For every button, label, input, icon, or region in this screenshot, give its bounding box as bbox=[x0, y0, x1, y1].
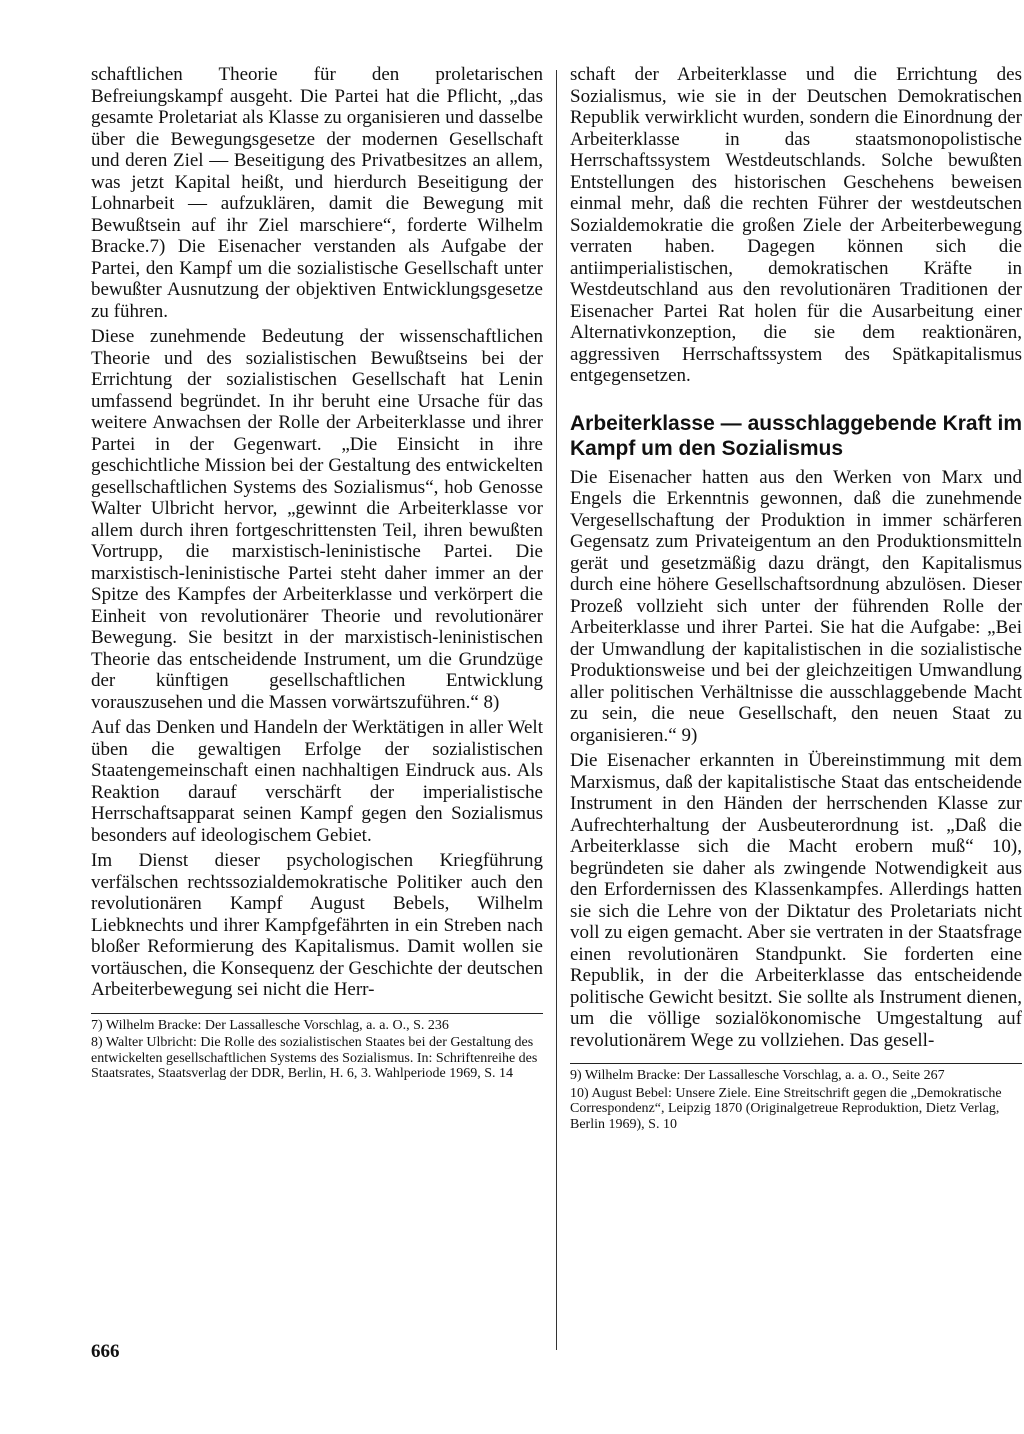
footnote-8: 8) Walter Ulbricht: Die Rolle des sozialistischen Staates bei der Gestaltung des entwickelten gesellschaftlichen Systems des Sozialismus. In: Schriftenreihe des Staatsrates, Staatsverlag der DDR, Berlin, H. 6, 3. Wahlperiode 1969, S. 14 bbox=[91, 1035, 538, 1081]
right-column bbox=[570, 64, 1022, 1134]
right-body bbox=[570, 64, 1022, 1051]
page-number: 666 bbox=[91, 1341, 120, 1362]
right-paragraph-1: schaft der Arbeiterklasse und die Errichtung des Sozialismus, wie sie in der Deutschen Demokratischen Republik verwirklicht wurden, sondern die Einordnung der Arbeiterklasse in das staatsmonopolistische Herrschaftssystem Westdeutschlands. Solche bewußten Entstellungen des historischen Geschehens beweisen einmal mehr, daß die rechten Führer der westdeutschen Sozialdemokratie die großen Ziele der Arbeiterbewegung verraten haben. Dagegen können sich die antiimperialistischen, demokratischen Kräfte in Westdeutschland aus den revolutionären Traditionen der Eisenacher Partei Rat holen für die Ausarbeitung einer Alternativkonzeption, die sie dem reaktionären, aggressiven Herrschaftssystem des Spätkapitalismus entgegensetzen. bbox=[570, 64, 1022, 386]
left-body bbox=[91, 64, 543, 1001]
right-footnote-rule bbox=[570, 1063, 1022, 1064]
right-paragraph-2: Die Eisenacher hatten aus den Werken von Marx und Engels die Erkenntnis gewonnen, daß die zunehmende Vergesellschaftung der Produktion in immer schärferen Gegensatz zum Privateigentum an den Produktionsmitteln gerät und gesetzmäßig dazu drängt, den Kapitalismus durch eine höhere Gesellschaftsordnung abzulösen. Dieser Prozeß vollzieht sich unter der führenden Rolle der Arbeiterklasse und ihrer Partei. Sie hat die Aufgabe: „Bei der Umwandlung der kapitalistischen in die sozialistische Produktionsweise und bei der gleichzeitigen Umwandlung aller politischen Verhältnisse die ausschlaggebende Macht zu sein, die neue Gesellschaft, den neuen Staat zu organisieren.“ 9) bbox=[570, 466, 1022, 746]
left-paragraph-1: schaftlichen Theorie für den proletarischen Befreiungskampf ausgeht. Die Partei hat die Pflicht, „das gesamte Proletariat als Klasse zu organisieren und dasselbe über die Bewegungsgesetze der modernen Gesellschaft und deren Ziel — Beseitigung des Privatbesitzes an allem, was jetzt Kapital heißt, und hierdurch Beseitigung der Lohnarbeit — aufzuklären, damit die Bewegung mit Bewußtsein auf ihr Ziel marschiere“, forderte Wilhelm Bracke.7) Die Eisenacher verstanden als Aufgabe der Partei, den Kampf um die sozialistische Gesellschaft unter bewußter Ausnutzung der objektiven Entwicklungsgesetze zu führen. bbox=[91, 64, 543, 322]
footnote-9: 9) Wilhelm Bracke: Der Lassallesche Vorschlag, a. a. O., Seite 267 bbox=[570, 1068, 945, 1083]
footnote-7: 7) Wilhelm Bracke: Der Lassallesche Vorschlag, a. a. O., S. 236 bbox=[91, 1017, 449, 1033]
section-heading: Arbeiterklasse — ausschlaggebende Kraft im Kampf um den Sozialismus bbox=[570, 411, 1022, 460]
left-column bbox=[91, 64, 543, 1084]
left-paragraph-3: Auf das Denken und Handeln der Werktätigen in aller Welt üben die gewaltigen Erfolge der sozialistischen Staatengemeinschaft einen nachhaltigen Eindruck aus. Als Reaktion darauf verschärft der imperialistische Herrschaftsapparat seinen Kampf gegen den Sozialismus besonders auf ideologischem Gebiet. bbox=[91, 717, 543, 846]
left-paragraph-4: Im Dienst dieser psychologischen Kriegführung verfälschen rechtssozialdemokratische Politiker auch den revolutionären Kampf August Bebels, Wilhelm Liebknechts und ihrer Kampfgefährten in ein Streben nach bloßer Reformierung des Kapitalismus. Damit wollen sie vortäuschen, die Konsequenz der Geschichte der deutschen Arbeiterbewegung sei nicht die Herr- bbox=[91, 850, 543, 1000]
footnote-10: 10) August Bebel: Unsere Ziele. Eine Streitschrift gegen die „Demokratische Correspondenz“, Leipzig 1870 (Originalgetreue Reproduktion, Dietz Verlag, Berlin 1969), S. 10 bbox=[570, 1085, 1002, 1132]
column-divider bbox=[556, 70, 557, 1350]
left-paragraph-2: Diese zunehmende Bedeutung der wissenschaftlichen Theorie und des sozialistischen Bewußtseins bei der Errichtung der sozialistischen Gesellschaft hat Lenin umfassend begründet. In ihr beruht eine Ursache für das weitere Anwachsen der Rolle der Arbeiterklasse und ihrer Partei in der Gegenwart. „Die Einsicht in ihre geschichtliche Mission bei der Gestaltung des entwickelten gesellschaftlichen Systems des Sozialismus“, hob Genosse Walter Ulbricht hervor, „gewinnt die Arbeiterklasse vor allem durch ihren fortgeschrittensten Teil, ihren bewußten Vortrupp, die marxistisch-leninistische Partei. Die marxistisch-leninistische Partei steht daher immer an der Spitze des Kampfes der Arbeiterklasse und verkörpert die Einheit von revolutionärer Theorie und revolutionärer Bewegung. Sie besitzt in der marxistisch-leninistischen Theorie das entscheidende Instrument, um die Grundzüge der künftigen gesellschaftlichen Entwicklung vorauszusehen und die Massen vorwärtszuführen.“ 8) bbox=[91, 326, 543, 713]
right-paragraph-3: Die Eisenacher erkannten in Übereinstimmung mit dem Marxismus, daß der kapitalistische Staat das entscheidende Instrument in den Händen der herrschenden Klasse zur Aufrechterhaltung der Ausbeuterordnung ist. „Daß die Arbeiterklasse sich die Macht erobern muß“ 10), begründeten sie daher als zwingende Notwendigkeit aus den Erfordernissen des Klassenkampfes. Allerdings hatten sie sich die Lehre von der Diktatur des Proletariats nicht voll zu eigen gemacht. Aber sie vertraten in der Staatsfrage einen revolutionären Standpunkt. Sie forderten eine Republik, in der die Arbeiterklasse das entscheidende politische Gewicht besitzt. Sie sollte als Instrument dienen, um die völlige sozialökonomische Umgestaltung auf revolutionärem Wege zu vollziehen. Das gesell- bbox=[570, 750, 1022, 1051]
left-footnote-rule bbox=[91, 1013, 543, 1014]
